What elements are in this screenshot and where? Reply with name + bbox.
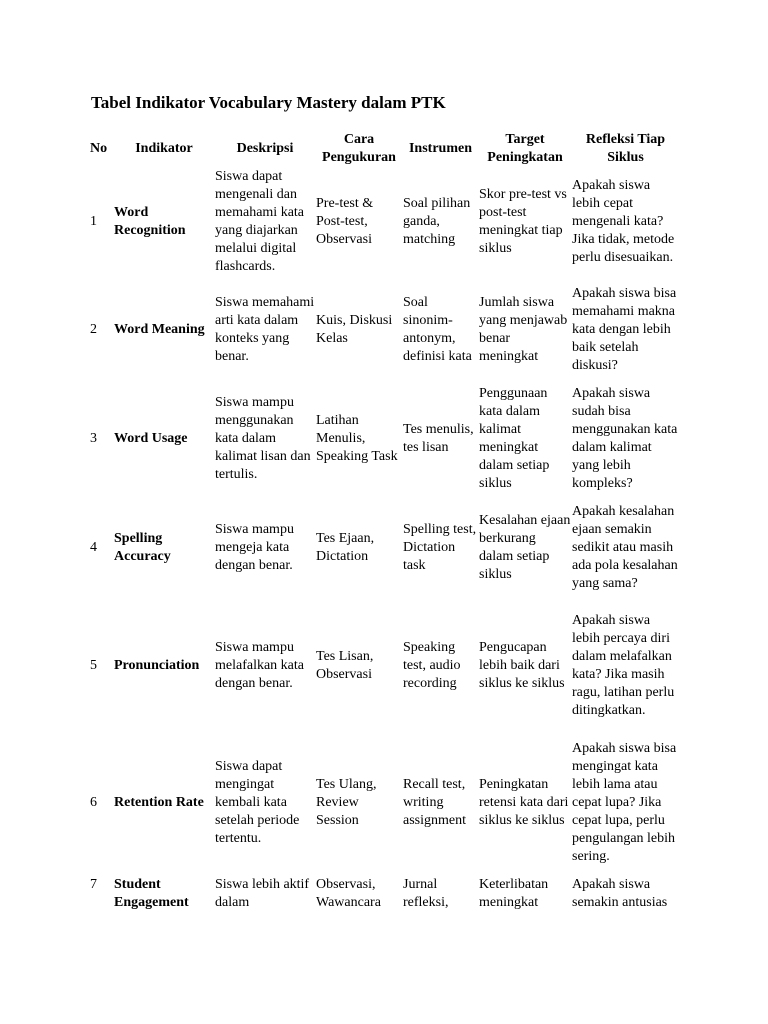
row-number: 6 [90, 795, 97, 810]
row-number: 1 [90, 214, 97, 229]
target-cell: Peningkatan retensi kata dari siklus ke siklus [479, 777, 569, 828]
indicator-name: Retention Rate [114, 795, 204, 810]
table-header-row [89, 130, 679, 168]
description-cell: Siswa lebih aktif dalam [215, 877, 310, 910]
measurement-cell: Tes Ulang, Review Session [316, 777, 377, 828]
row-number: 4 [90, 540, 97, 555]
instrument-cell: Soal sinonim-antonym, definisi kata [403, 295, 472, 364]
reflection-cell: Apakah siswa lebih percaya diri dalam melafalkan kata? Jika masih ragu, latihan perlu ditingkatkan. [572, 613, 675, 718]
table-row [89, 276, 679, 384]
page-title: Tabel Indikator Vocabulary Mastery dalam PTK [91, 93, 446, 112]
table-row [89, 384, 679, 494]
header-deskripsi: Deskripsi [236, 141, 294, 156]
header-indikator: Indikator [135, 141, 193, 156]
table-row [89, 168, 679, 276]
reflection-cell: Apakah siswa semakin antusias [572, 877, 668, 910]
table-row [89, 730, 679, 876]
indicator-name: Word Usage [114, 431, 188, 446]
indicator-name: Word Meaning [114, 322, 205, 337]
table-row [89, 876, 679, 916]
row-number: 2 [90, 322, 97, 337]
measurement-cell: Kuis, Diskusi Kelas [316, 313, 393, 346]
row-number: 7 [90, 877, 97, 892]
target-cell: Penggunaan kata dalam kalimat meningkat dalam setiap siklus [479, 386, 550, 491]
instrument-cell: Tes menulis, tes lisan [403, 422, 474, 455]
table-row [89, 602, 679, 730]
target-cell: Jumlah siswa yang menjawab benar meningkat [479, 295, 568, 364]
description-cell: Siswa mampu menggunakan kata dalam kalimat lisan dan tertulis. [215, 395, 311, 482]
instrument-cell: Jurnal refleksi, [403, 877, 449, 910]
row-number: 5 [90, 658, 97, 673]
description-cell: Siswa memahami arti kata dalam konteks yang benar. [215, 295, 315, 364]
indicator-name: Pronunciation [114, 658, 200, 673]
instrument-cell: Recall test, writing assignment [403, 777, 466, 828]
target-cell: Skor pre-test vs post-test meningkat tiap siklus [479, 187, 567, 256]
indicator-table [89, 130, 679, 916]
reflection-cell: Apakah siswa bisa mengingat kata lebih lama atau cepat lupa? Jika cepat lupa, perlu pengulangan lebih sering. [572, 741, 677, 864]
reflection-cell: Apakah siswa lebih cepat mengenali kata? Jika tidak, metode perlu disesuaikan. [572, 178, 675, 265]
header-instrumen: Instrumen [408, 141, 472, 156]
measurement-cell: Latihan Menulis, Speaking Task [316, 413, 398, 464]
header-no: No [90, 141, 108, 156]
description-cell: Siswa dapat mengenali dan memahami kata yang diajarkan melalui digital flashcards. [215, 169, 305, 274]
measurement-cell: Tes Lisan, Observasi [316, 649, 374, 682]
measurement-cell: Tes Ejaan, Dictation [316, 531, 375, 564]
reflection-cell: Apakah siswa bisa memahami makna kata dengan lebih baik setelah diskusi? [572, 286, 677, 373]
target-cell: Keterlibatan meningkat [479, 877, 549, 910]
instrument-cell: Speaking test, audio recording [403, 640, 461, 691]
instrument-cell: Soal pilihan ganda, matching [403, 196, 471, 247]
indicator-name: Spelling Accuracy [114, 531, 171, 564]
header-cara-pengukuran: Cara Pengukuran [322, 132, 396, 165]
header-refleksi-tiap-siklus: Refleksi Tiap Siklus [585, 132, 666, 165]
target-cell: Pengucapan lebih baik dari siklus ke siklus [479, 640, 565, 691]
indicator-name: Word Recognition [114, 205, 186, 238]
description-cell: Siswa mampu melafalkan kata dengan benar. [215, 640, 305, 691]
reflection-cell: Apakah kesalahan ejaan semakin sedikit atau masih ada pola kesalahan yang sama? [572, 504, 678, 591]
measurement-cell: Pre-test & Post-test, Observasi [316, 196, 374, 247]
target-cell: Kesalahan ejaan berkurang dalam setiap siklus [479, 513, 571, 582]
reflection-cell: Apakah siswa sudah bisa menggunakan kata dalam kalimat yang lebih kompleks? [572, 386, 678, 491]
row-number: 3 [90, 431, 97, 446]
description-cell: Siswa dapat mengingat kembali kata setelah periode tertentu. [215, 759, 300, 846]
measurement-cell: Observasi, Wawancara [316, 877, 381, 910]
header-target-peningkatan: Target Peningkatan [487, 132, 563, 165]
table-row [89, 494, 679, 602]
instrument-cell: Spelling test, Dictation task [403, 522, 477, 573]
description-cell: Siswa mampu mengeja kata dengan benar. [215, 522, 294, 573]
indicator-name: Student Engagement [114, 877, 189, 910]
